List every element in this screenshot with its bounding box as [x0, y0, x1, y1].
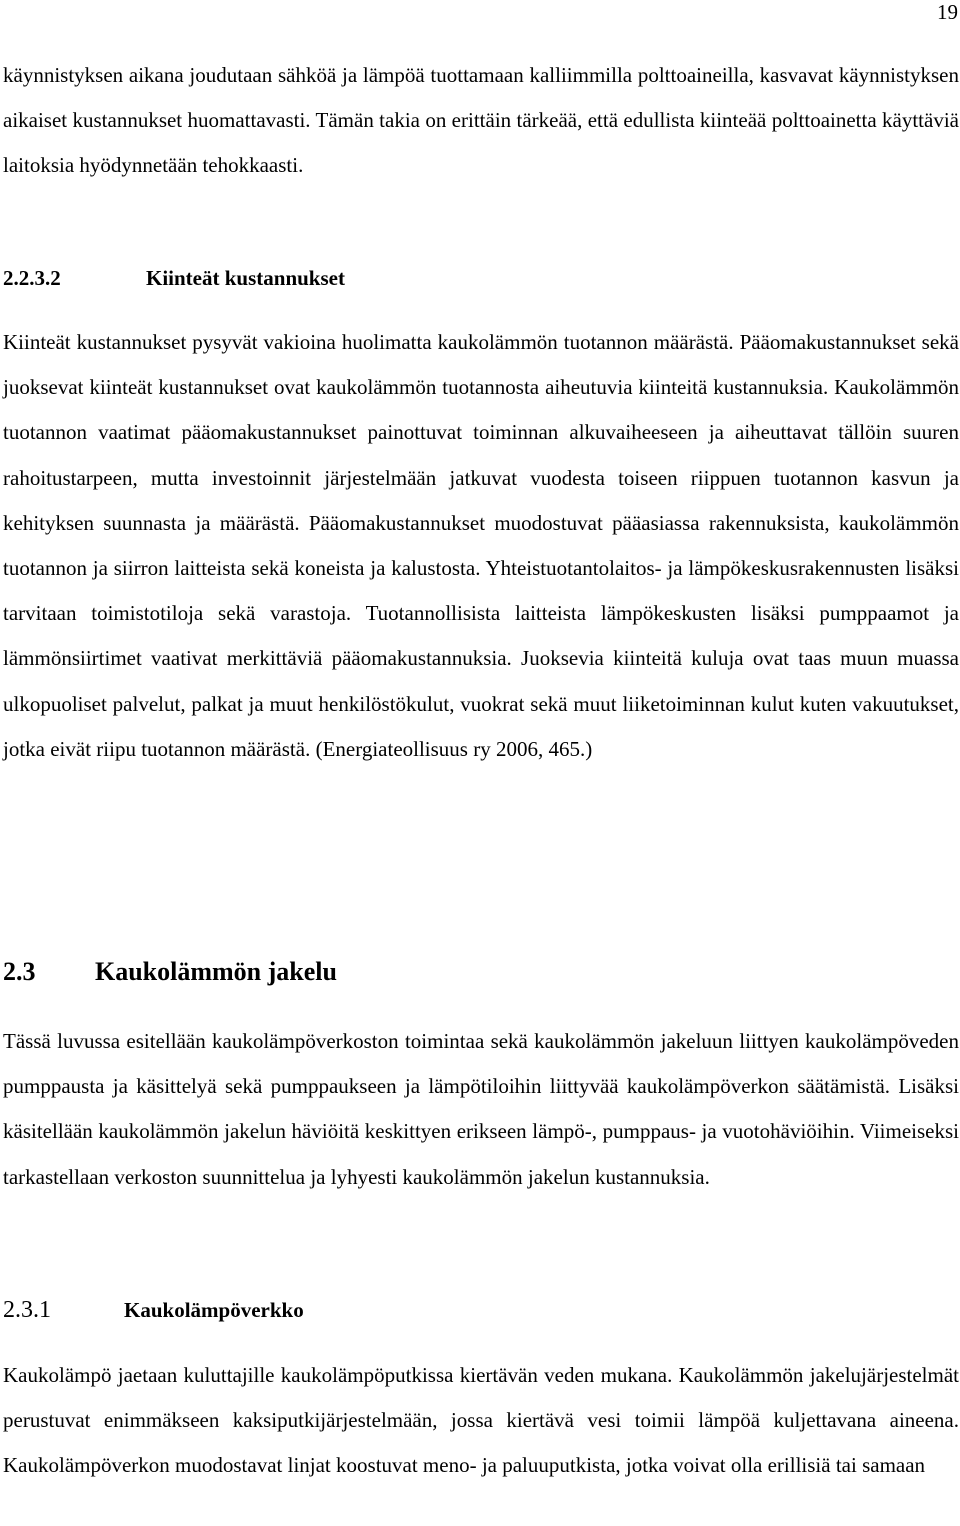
section-heading-2-3-1: [3, 1296, 304, 1324]
section-number: 2.3.1: [3, 1297, 51, 1323]
section-title: Kaukolämmön jakelu: [95, 957, 337, 986]
section-heading-2-2-3-2: [3, 264, 345, 292]
paragraph-intro: käynnistyksen aikana joudutaan sähköä ja lämpöä tuottamaan kalliimmilla polttoaineilla, kasvavat käynnistyksen aikaiset kustannukset huomattavasti. Tämän takia on erittäin tärkeää, että edullista kiinteää polttoainetta käyttäviä laitoksia hyödynnetään tehokkaasti.: [3, 63, 959, 178]
section-number: 2.3: [3, 957, 36, 986]
page-number: 19: [937, 0, 958, 24]
section-title: Kiinteät kustannukset: [146, 266, 345, 290]
section-number: 2.2.3.2: [3, 266, 61, 290]
section-heading-2-3: [3, 956, 337, 988]
paragraph-network: Kaukolämpö jaetaan kuluttajille kaukolämpöputkissa kiertävän veden mukana. Kaukolämmön jakelujärjestelmät perustuvat enimmäkseen kaksiputkijärjestelmään, jossa kiertävä vesi toimii lämpöä kuljettavana aineena. Kaukolämpöverkon muodostavat linjat koostuvat meno- ja paluuputkista, jotka voivat olla erillisiä tai samaan: [3, 1363, 959, 1478]
paragraph-fixed-costs: Kiinteät kustannukset pysyvät vakioina huolimatta kaukolämmön tuotannon määrästä. Pääomakustannukset sekä juoksevat kiinteät kustannukset ovat kaukolämmön tuotannosta aiheutuvia kiinteitä kustannuksia. Kaukolämmön tuotannon vaatimat pääomakustannukset painottuvat toiminnan alkuvaiheeseen ja aiheuttavat tällöin suuren rahoitustarpeen, mutta investoinnit järjestelmään jatkuvat vuodesta toiseen riippuen tuotannon kasvun ja kehityksen suunnasta ja määrästä. Pääomakustannukset muodostuvat pääasiassa rakennuksista, kaukolämmön tuotannon ja siirron laitteista sekä koneista ja kalustosta. Yhteistuotantolaitos- ja lämpökeskusrakennusten lisäksi tarvitaan toimistotiloja sekä varastoja. Tuotannollisista laitteista lämpökeskusten lisäksi pumppaamot ja lämmönsiirtimet vaativat merkittäviä pääomakustannuksia. Juoksevia kiinteitä kuluja ovat taas muun muassa ulkopuoliset palvelut, palkat ja muut henkilöstökulut, vuokrat sekä muut liiketoiminnan kulut kuten vakuutukset, jotka eivät riipu tuotannon määrästä. (Energiateollisuus ry 2006, 465.): [3, 330, 959, 761]
paragraph-distribution-intro: Tässä luvussa esitellään kaukolämpöverkoston toimintaa sekä kaukolämmön jakeluun liittyen kaukolämpöveden pumppausta ja käsittelyä sekä pumppaukseen ja lämpötiloihin liittyvää kaukolämpöverkon säätämistä. Lisäksi käsitellään kaukolämmön jakelun häviöitä keskittyen erikseen lämpö-, pumppaus- ja vuotohäviöihin. Viimeiseksi tarkastellaan verkoston suunnittelua ja lyhyesti kaukolämmön jakelun kustannuksia.: [3, 1029, 959, 1189]
section-title: Kaukolämpöverkko: [124, 1298, 304, 1322]
